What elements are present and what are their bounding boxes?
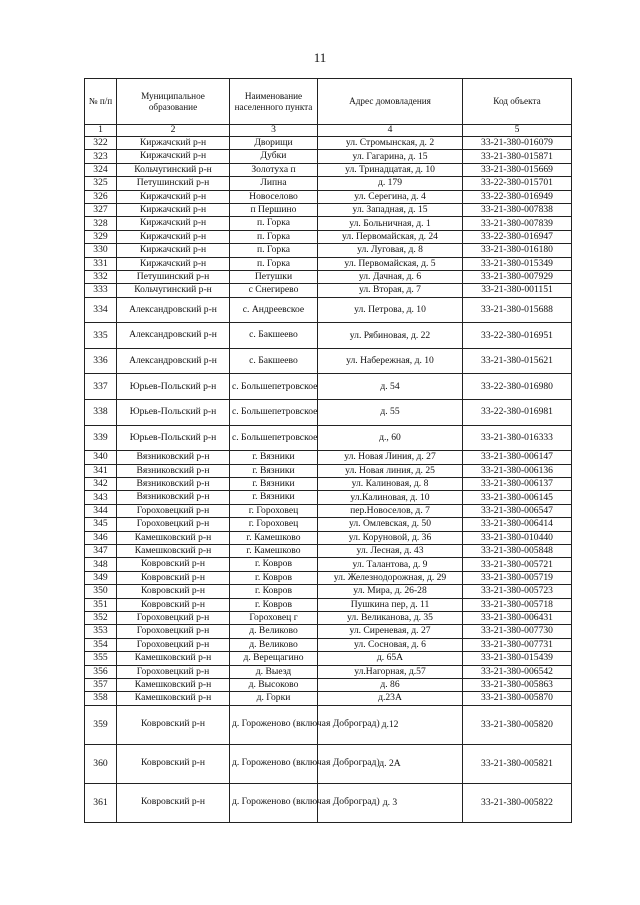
row-number-cell: 353 [85,625,117,638]
locality-cell: г. Камешково [230,531,318,544]
row-number-cell: 341 [85,464,117,477]
row-number-cell: 344 [85,504,117,517]
row-number-cell: 347 [85,544,117,557]
object-code-cell: 33-21-380-005723 [463,585,572,598]
district-cell: Камешковский р-н [117,544,230,557]
table-row [85,177,572,190]
address-cell: ул. Петрова, д. 10 [318,297,463,323]
locality-cell: п. Горка [230,244,318,257]
address-cell: ул. Сиреневая, д. 27 [318,625,463,638]
table-row [85,665,572,678]
locality-cell: Дубки [230,150,318,163]
table-row [85,692,572,705]
table-row [85,217,572,230]
address-cell: ул.Нагорная, д.57 [318,665,463,678]
locality-cell: Липна [230,177,318,190]
address-cell: Пушкина пер, д. 11 [318,598,463,611]
header-row [85,79,572,125]
row-number-cell: 326 [85,190,117,203]
address-cell: ул. Серегина, д. 4 [318,190,463,203]
object-code-cell: 33-21-380-006137 [463,478,572,491]
locality-cell: п. Горка [230,257,318,270]
column-number: 1 [85,125,117,137]
object-code-cell: 33-21-380-010440 [463,531,572,544]
object-code-cell: 33-21-380-006542 [463,665,572,678]
address-cell: д. 179 [318,177,463,190]
address-cell: ул. Новая Линия, д. 27 [318,451,463,464]
object-code-cell: 33-21-380-016333 [463,425,572,451]
row-number-cell: 327 [85,203,117,216]
district-cell: Киржачский р-н [117,244,230,257]
row-number-cell: 332 [85,270,117,283]
address-cell: ул. Коруновой, д. 36 [318,531,463,544]
object-code-cell: 33-21-380-015688 [463,297,572,323]
district-cell: Гороховецкий р-н [117,518,230,531]
locality-cell: д. Гороженово (включая Доброград) [230,783,318,822]
locality-cell: п. Горка [230,230,318,243]
locality-cell: д. Великово [230,625,318,638]
address-cell: д., 60 [318,425,463,451]
header-address: Адрес домовладения [318,79,463,125]
district-cell: Александровский р-н [117,348,230,374]
table-row [85,491,572,504]
district-cell: Ковровский р-н [117,744,230,783]
district-cell: Вязниковский р-н [117,478,230,491]
table-row [85,638,572,651]
locality-cell: д. Великово [230,638,318,651]
object-code-cell: 33-21-380-006414 [463,518,572,531]
row-number-cell: 357 [85,678,117,691]
table-row [85,244,572,257]
column-number: 4 [318,125,463,137]
row-number-cell: 325 [85,177,117,190]
column-number: 2 [117,125,230,137]
row-number-cell: 328 [85,217,117,230]
row-number-cell: 324 [85,163,117,176]
table-row [85,611,572,624]
row-number-cell: 333 [85,284,117,297]
locality-cell: Золотуха п [230,163,318,176]
district-cell: Вязниковский р-н [117,491,230,504]
row-number-cell: 338 [85,400,117,426]
row-number-cell: 359 [85,705,117,744]
header-number: № п/п [85,79,117,125]
address-cell: д.23А [318,692,463,705]
table-row [85,284,572,297]
locality-cell: г. Ковров [230,571,318,584]
locality-cell: г. Ковров [230,558,318,571]
locality-cell: с. Бакшеево [230,348,318,374]
row-number-cell: 339 [85,425,117,451]
district-cell: Киржачский р-н [117,190,230,203]
locality-cell: г. Вязники [230,478,318,491]
address-cell: д. 86 [318,678,463,691]
row-number-cell: 352 [85,611,117,624]
row-number-cell: 330 [85,244,117,257]
locality-cell: Гороховец г [230,611,318,624]
object-code-cell: 33-22-380-016980 [463,374,572,400]
object-code-cell: 33-21-380-007839 [463,217,572,230]
row-number-cell: 350 [85,585,117,598]
header-locality: Наименование населенного пункта [230,79,318,125]
table-row [85,190,572,203]
locality-cell: д. Верещагино [230,652,318,665]
column-number: 3 [230,125,318,137]
object-code-cell: 33-21-380-007929 [463,270,572,283]
district-cell: Юрьев-Польский р-н [117,374,230,400]
row-number-cell: 351 [85,598,117,611]
locality-cell: Дворищи [230,137,318,150]
table-row [85,705,572,744]
page-number: 11 [313,50,327,65]
address-cell: ул. Талантова, д. 9 [318,558,463,571]
locality-cell: п. Горка [230,217,318,230]
object-code-cell: 33-22-380-016947 [463,230,572,243]
address-cell: ул. Сосновая, д. 6 [318,638,463,651]
object-code-cell: 33-21-380-005822 [463,783,572,822]
row-number-cell: 334 [85,297,117,323]
address-cell: ул. Стромынская, д. 2 [318,137,463,150]
column-number: 5 [463,125,572,137]
locality-cell: д. Гороженово (включая Доброград) [230,744,318,783]
row-number-cell: 331 [85,257,117,270]
locality-cell: Новоселово [230,190,318,203]
locality-cell: г. Ковров [230,585,318,598]
table-row [85,531,572,544]
district-cell: Камешковский р-н [117,678,230,691]
object-code-cell: 33-21-380-005721 [463,558,572,571]
registry-table [84,78,572,823]
row-number-cell: 358 [85,692,117,705]
table-row [85,297,572,323]
district-cell: Кольчугинский р-н [117,163,230,176]
address-cell: д. 55 [318,400,463,426]
object-code-cell: 33-21-380-006147 [463,451,572,464]
address-cell: д. 2А [318,744,463,783]
address-cell: ул.Калиновая, д. 10 [318,491,463,504]
table-row [85,585,572,598]
locality-cell: г. Вязники [230,451,318,464]
locality-cell: д. Горки [230,692,318,705]
locality-cell: д. Высоково [230,678,318,691]
locality-cell: с. Бакшеево [230,323,318,349]
object-code-cell: 33-21-380-015349 [463,257,572,270]
table-body [85,137,572,823]
row-number-cell: 361 [85,783,117,822]
locality-cell: д. Выезд [230,665,318,678]
district-cell: Вязниковский р-н [117,464,230,477]
address-cell: ул. Дачная, д. 6 [318,270,463,283]
locality-cell: г. Вязники [230,491,318,504]
table-row [85,518,572,531]
table-row [85,625,572,638]
district-cell: Ковровский р-н [117,598,230,611]
address-cell: д.12 [318,705,463,744]
address-cell: ул. Луговая, д. 8 [318,244,463,257]
row-number-cell: 360 [85,744,117,783]
object-code-cell: 33-22-380-016951 [463,323,572,349]
address-cell: ул. Мира, д. 26-28 [318,585,463,598]
table-row [85,744,572,783]
district-cell: Ковровский р-н [117,585,230,598]
locality-cell: г. Гороховец [230,518,318,531]
district-cell: Камешковский р-н [117,652,230,665]
object-code-cell: 33-21-380-001151 [463,284,572,297]
table-row [85,504,572,517]
table-row [85,478,572,491]
district-cell: Камешковский р-н [117,531,230,544]
object-code-cell: 33-21-380-007731 [463,638,572,651]
locality-cell: с Снегирево [230,284,318,297]
object-code-cell: 33-21-380-006431 [463,611,572,624]
locality-cell: г. Вязники [230,464,318,477]
table-row [85,451,572,464]
locality-cell: с. Большепетровское [230,374,318,400]
row-number-cell: 342 [85,478,117,491]
locality-cell: с. Большепетровское [230,425,318,451]
table-row [85,323,572,349]
address-cell: пер.Новоселов, д. 7 [318,504,463,517]
address-cell: ул. Гагарина, д. 15 [318,150,463,163]
table-row [85,203,572,216]
district-cell: Петушинский р-н [117,177,230,190]
table-row [85,598,572,611]
district-cell: Александровский р-н [117,323,230,349]
table-row [85,137,572,150]
district-cell: Гороховецкий р-н [117,665,230,678]
object-code-cell: 33-21-380-006145 [463,491,572,504]
address-cell: ул. Новая линия, д. 25 [318,464,463,477]
object-code-cell: 33-21-380-006547 [463,504,572,517]
locality-cell: д. Гороженово (включая Доброград) [230,705,318,744]
district-cell: Гороховецкий р-н [117,625,230,638]
district-cell: Юрьев-Польский р-н [117,400,230,426]
row-number-cell: 335 [85,323,117,349]
row-number-cell: 340 [85,451,117,464]
address-cell: ул. Первомайская, д. 5 [318,257,463,270]
table-row [85,400,572,426]
header-code: Код объекта [463,79,572,125]
object-code-cell: 33-21-380-005821 [463,744,572,783]
table-row [85,571,572,584]
table-row [85,348,572,374]
row-number-cell: 349 [85,571,117,584]
address-cell: ул. Набережная, д. 10 [318,348,463,374]
address-cell: ул. Омлевская, д. 50 [318,518,463,531]
row-number-cell: 329 [85,230,117,243]
table-row [85,374,572,400]
district-cell: Гороховецкий р-н [117,611,230,624]
object-code-cell: 33-21-380-005848 [463,544,572,557]
district-cell: Киржачский р-н [117,137,230,150]
table-row [85,150,572,163]
object-code-cell: 33-21-380-005718 [463,598,572,611]
object-code-cell: 33-22-380-016981 [463,400,572,426]
row-number-cell: 337 [85,374,117,400]
object-code-cell: 33-21-380-007730 [463,625,572,638]
table-row [85,425,572,451]
object-code-cell: 33-21-380-016180 [463,244,572,257]
table-row [85,230,572,243]
address-cell: ул. Рябиновая, д. 22 [318,323,463,349]
object-code-cell: 33-22-380-016949 [463,190,572,203]
address-cell: ул. Вторая, д. 7 [318,284,463,297]
row-number-cell: 348 [85,558,117,571]
district-cell: Ковровский р-н [117,705,230,744]
row-number-cell: 336 [85,348,117,374]
row-number-cell: 355 [85,652,117,665]
district-cell: Вязниковский р-н [117,451,230,464]
object-code-cell: 33-22-380-015701 [463,177,572,190]
object-code-cell: 33-21-380-005863 [463,678,572,691]
district-cell: Киржачский р-н [117,217,230,230]
row-number-cell: 354 [85,638,117,651]
district-cell: Гороховецкий р-н [117,638,230,651]
address-cell: ул. Лесная, д. 43 [318,544,463,557]
table-row [85,783,572,822]
table-row [85,163,572,176]
district-cell: Ковровский р-н [117,571,230,584]
district-cell: Киржачский р-н [117,150,230,163]
table-row [85,652,572,665]
district-cell: Гороховецкий р-н [117,504,230,517]
address-cell: ул. Великанова, д. 35 [318,611,463,624]
object-code-cell: 33-21-380-006136 [463,464,572,477]
object-code-cell: 33-21-380-015621 [463,348,572,374]
district-cell: Киржачский р-н [117,230,230,243]
address-cell: ул. Больничная, д. 1 [318,217,463,230]
column-number-row [85,125,572,137]
address-cell: д. 54 [318,374,463,400]
address-cell: ул. Первомайская, д. 24 [318,230,463,243]
object-code-cell: 33-21-380-007838 [463,203,572,216]
row-number-cell: 345 [85,518,117,531]
district-cell: Александровский р-н [117,297,230,323]
district-cell: Ковровский р-н [117,783,230,822]
table-row [85,558,572,571]
table-row [85,257,572,270]
district-cell: Киржачский р-н [117,257,230,270]
object-code-cell: 33-21-380-015669 [463,163,572,176]
locality-cell: с. Андреевское [230,297,318,323]
row-number-cell: 356 [85,665,117,678]
address-cell: ул. Тринадцатая, д. 10 [318,163,463,176]
district-cell: Петушинский р-н [117,270,230,283]
object-code-cell: 33-21-380-016079 [463,137,572,150]
district-cell: Киржачский р-н [117,203,230,216]
row-number-cell: 322 [85,137,117,150]
locality-cell: г. Гороховец [230,504,318,517]
locality-cell: г. Камешково [230,544,318,557]
district-cell: Юрьев-Польский р-н [117,425,230,451]
district-cell: Камешковский р-н [117,692,230,705]
locality-cell: г. Ковров [230,598,318,611]
object-code-cell: 33-21-380-015439 [463,652,572,665]
address-cell: ул. Калиновая, д. 8 [318,478,463,491]
header-district: Муниципальное образование [117,79,230,125]
table-row [85,464,572,477]
locality-cell: Петушки [230,270,318,283]
row-number-cell: 346 [85,531,117,544]
table-row [85,270,572,283]
table-row [85,678,572,691]
locality-cell: с. Большепетровское [230,400,318,426]
row-number-cell: 323 [85,150,117,163]
district-cell: Ковровский р-н [117,558,230,571]
object-code-cell: 33-21-380-005820 [463,705,572,744]
table-row [85,544,572,557]
object-code-cell: 33-21-380-005719 [463,571,572,584]
address-cell: д. 65А [318,652,463,665]
address-cell: ул. Западная, д. 15 [318,203,463,216]
address-cell: ул. Железнодорожная, д. 29 [318,571,463,584]
locality-cell: п Першино [230,203,318,216]
district-cell: Кольчугинский р-н [117,284,230,297]
row-number-cell: 343 [85,491,117,504]
object-code-cell: 33-21-380-005870 [463,692,572,705]
object-code-cell: 33-21-380-015871 [463,150,572,163]
address-cell: д. 3 [318,783,463,822]
